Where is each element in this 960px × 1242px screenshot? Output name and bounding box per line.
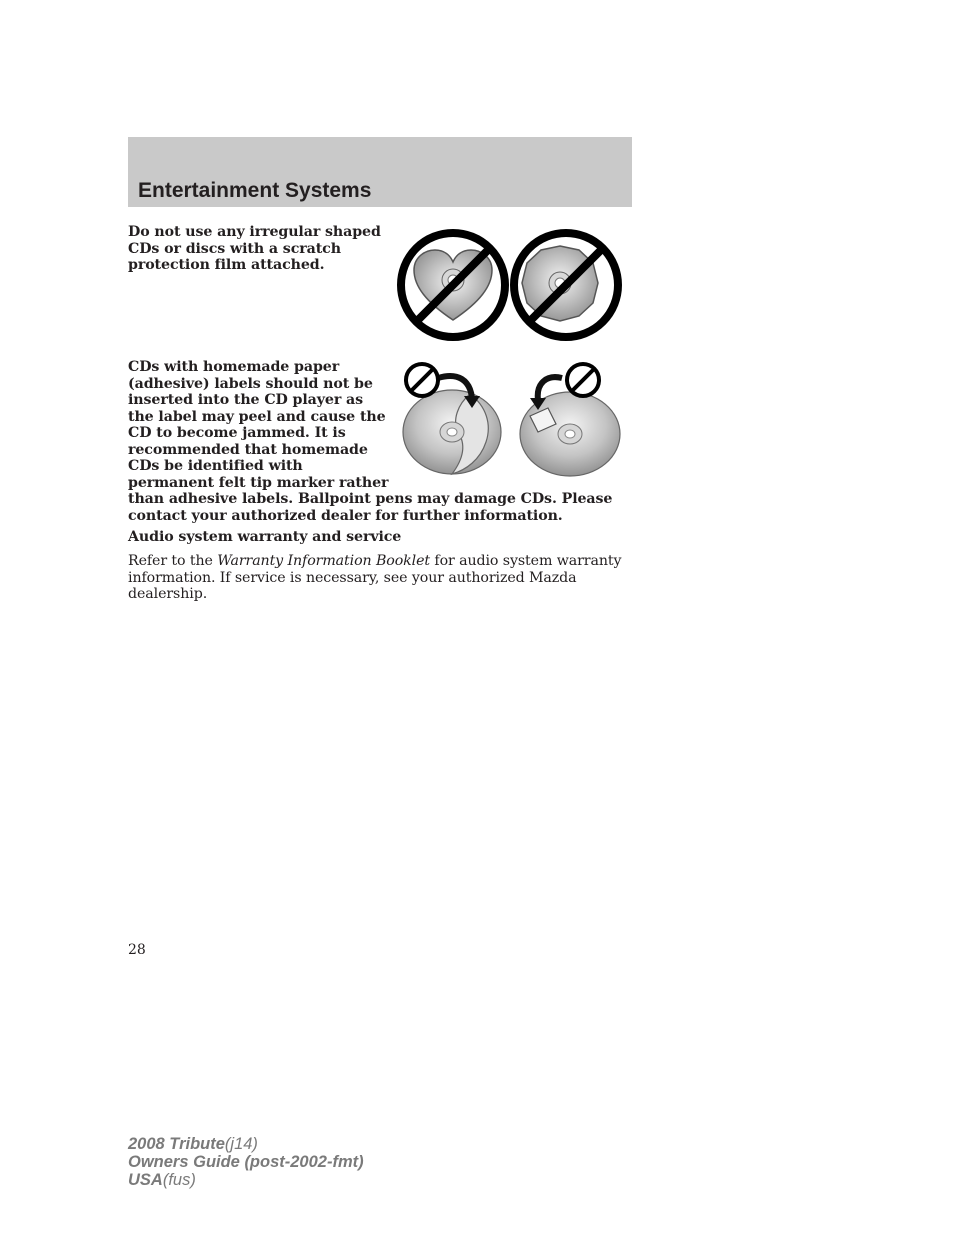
text-line <box>128 553 621 570</box>
footer-line <box>128 1171 364 1189</box>
adhesive-label-prohibited-illustration <box>400 358 628 488</box>
text-line: recommended that homemade <box>128 441 368 458</box>
text-line: protection film attached. <box>128 257 325 273</box>
peeling-label-disc-icon <box>403 390 501 474</box>
warranty-text <box>128 553 621 603</box>
text-line: CDs or discs with a scratch <box>128 240 341 257</box>
footer-line <box>128 1135 364 1153</box>
text-line: CD to become jammed. It is <box>128 425 346 441</box>
octagon-disc-icon <box>522 246 598 321</box>
text-line: (adhesive) labels should not be <box>128 375 373 392</box>
section-header <box>128 137 632 207</box>
prohibition-icon <box>401 233 505 337</box>
text-line: dealership. <box>128 586 208 602</box>
footer-guide: Owners Guide (post-2002-fmt) <box>128 1153 364 1171</box>
text-fragment: for audio system warranty <box>430 553 622 569</box>
footer-region-code: (fus) <box>162 1171 196 1189</box>
text-line: permanent felt tip marker rather <box>128 474 389 491</box>
text-fragment: Refer to the <box>128 553 218 569</box>
text-line: than adhesive labels. Ballpoint pens may damage CDs. Please <box>128 491 613 507</box>
page-number: 28 <box>128 942 146 958</box>
irregular-disc-prohibited-illustration <box>396 228 628 344</box>
footer-line <box>128 1153 364 1171</box>
footer-region: USA <box>128 1171 163 1189</box>
document-footer <box>128 1135 364 1189</box>
prohibition-icon <box>567 364 599 396</box>
text-line: the label may peel and cause the <box>128 408 386 425</box>
irregular-cd-warning <box>128 224 381 274</box>
footer-model: 2008 Tribute <box>128 1135 225 1153</box>
footer-model-code: (j14) <box>224 1135 258 1153</box>
text-line: inserted into the CD player as <box>128 392 364 408</box>
text-line: CDs with homemade paper <box>128 359 340 375</box>
text-line: contact your authorized dealer for further information. <box>128 507 563 524</box>
warranty-heading: Audio system warranty and service <box>128 529 402 545</box>
text-line: Do not use any irregular shaped <box>128 224 381 240</box>
section-title: Entertainment Systems <box>138 179 372 202</box>
text-line: information. If service is necessary, see your authorized Mazda <box>128 569 577 586</box>
text-line: CDs be identified with <box>128 458 303 474</box>
prohibition-icon <box>406 364 438 396</box>
booklet-title: Warranty Information Booklet <box>217 553 431 569</box>
